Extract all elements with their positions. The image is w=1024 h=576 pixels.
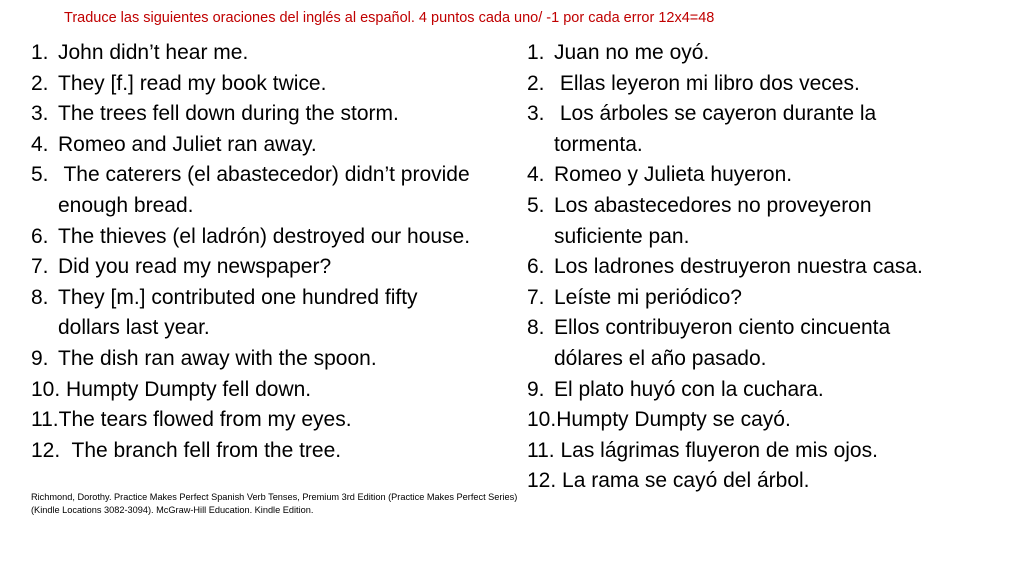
english-item-number: 8. (31, 285, 49, 309)
english-item-number: 2. (31, 71, 49, 95)
spanish-item-text: El plato huyó con la cuchara. (554, 377, 824, 401)
english-item-number: 1. (31, 41, 49, 64)
english-item-text: The branch fell from the tree. (60, 438, 342, 462)
spanish-item-text: Ellas leyeron mi libro dos veces. (554, 71, 860, 95)
spanish-item-5 (527, 191, 997, 252)
spanish-item-line (527, 466, 997, 497)
instructions-text: Traduce las siguientes oraciones del inglés al español. 4 puntos cada uno/ -1 por cada error 12x4=48 (64, 10, 715, 26)
english-item-6 (31, 222, 526, 253)
spanish-item-text: Las lágrimas fluyeron de mis ojos. (554, 438, 878, 462)
spanish-item-number: 6. (527, 255, 545, 279)
english-item-line (31, 405, 526, 436)
spanish-item-4 (527, 160, 997, 191)
spanish-item-text: Juan no me oyó. (554, 41, 710, 64)
spanish-item-number: 10. (527, 408, 557, 432)
english-item-number: 6. (31, 224, 49, 248)
english-item-text: They [f.] read my book twice. (58, 71, 327, 95)
spanish-item-line (527, 436, 997, 467)
english-item-number: 10. (31, 377, 61, 401)
spanish-item-11 (527, 436, 997, 467)
spanish-item-number: 11. (527, 438, 555, 462)
english-item-text: Humpty Dumpty fell down. (60, 377, 312, 401)
english-item-11 (31, 405, 526, 436)
english-item-5 (31, 160, 526, 221)
english-item-text: The trees fell down during the storm. (58, 102, 399, 126)
spanish-item-number: 9. (527, 377, 545, 401)
english-item-9 (31, 344, 526, 375)
spanish-item-text: Humpty Dumpty se cayó. (556, 408, 791, 432)
english-item-number: 12. (31, 438, 61, 462)
english-item-3 (31, 99, 526, 130)
english-item-line (31, 436, 526, 467)
english-item-text: They [m.] contributed one hundred fifty (58, 285, 418, 309)
spanish-item-2 (527, 69, 997, 100)
english-sentences-list (31, 38, 526, 466)
spanish-item-text: Romeo y Julieta huyeron. (554, 163, 793, 187)
english-item-number: 9. (31, 346, 49, 370)
english-item-2 (31, 69, 526, 100)
spanish-translations-list (527, 38, 997, 497)
spanish-item-text: dólares el año pasado. (554, 346, 767, 370)
english-item-number: 11. (31, 408, 59, 432)
spanish-item-text: suficiente pan. (554, 224, 690, 248)
spanish-item-text: Los abastecedores no proveyeron (554, 193, 872, 217)
english-item-line (31, 375, 526, 406)
spanish-item-line (527, 405, 997, 436)
spanish-item-9 (527, 375, 997, 406)
english-item-text: The dish ran away with the spoon. (58, 346, 377, 370)
spanish-item-number: 1. (527, 41, 545, 64)
english-item-10 (31, 375, 526, 406)
english-item-12 (31, 436, 526, 467)
spanish-item-text: Los árboles se cayeron durante la (554, 102, 877, 126)
spanish-item-text: tormenta. (554, 132, 643, 156)
spanish-item-3 (527, 99, 997, 160)
spanish-item-number: 7. (527, 285, 545, 309)
spanish-item-10 (527, 405, 997, 436)
spanish-item-number: 12. (527, 469, 557, 493)
english-item-text: Romeo and Juliet ran away. (58, 132, 317, 156)
spanish-item-number: 5. (527, 193, 545, 217)
spanish-item-text: Los ladrones destruyeron nuestra casa. (554, 255, 923, 279)
spanish-item-number: 4. (527, 163, 545, 187)
english-item-7 (31, 252, 526, 283)
spanish-item-8 (527, 313, 997, 374)
spanish-item-number: 2. (527, 71, 545, 95)
english-item-text: enough bread. (58, 193, 194, 217)
spanish-item-text: La rama se cayó del árbol. (556, 469, 810, 493)
english-item-number: 5. (31, 163, 49, 187)
spanish-item-12 (527, 466, 997, 497)
english-item-text: The tears flowed from my eyes. (58, 408, 352, 432)
spanish-item-1 (527, 38, 997, 69)
english-item-number: 7. (31, 255, 49, 279)
english-item-text: dollars last year. (58, 316, 210, 340)
spanish-item-6 (527, 252, 997, 283)
spanish-item-7 (527, 283, 997, 314)
english-item-text: The thieves (el ladrón) destroyed our house. (58, 224, 471, 248)
english-item-text: Did you read my newspaper? (58, 255, 332, 279)
spanish-item-number: 8. (527, 316, 545, 340)
english-item-text: John didn’t hear me. (58, 41, 249, 64)
citation-text: Richmond, Dorothy. Practice Makes Perfect Spanish Verb Tenses, Premium 3rd Edition (Practice Makes Perfect Series) (Kindle Locations 3082-3094). McGraw-Hill Education. Kindle Edition. (31, 492, 518, 515)
english-item-8 (31, 283, 526, 344)
spanish-item-number: 3. (527, 102, 545, 126)
english-item-4 (31, 130, 526, 161)
english-item-text: The caterers (el abastecedor) didn’t provide (58, 163, 470, 187)
english-item-number: 3. (31, 102, 49, 126)
spanish-item-text: Leíste mi periódico? (554, 285, 742, 309)
spanish-item-text: Ellos contribuyeron ciento cincuenta (554, 316, 891, 340)
english-item-number: 4. (31, 132, 49, 156)
english-item-1 (31, 38, 526, 69)
